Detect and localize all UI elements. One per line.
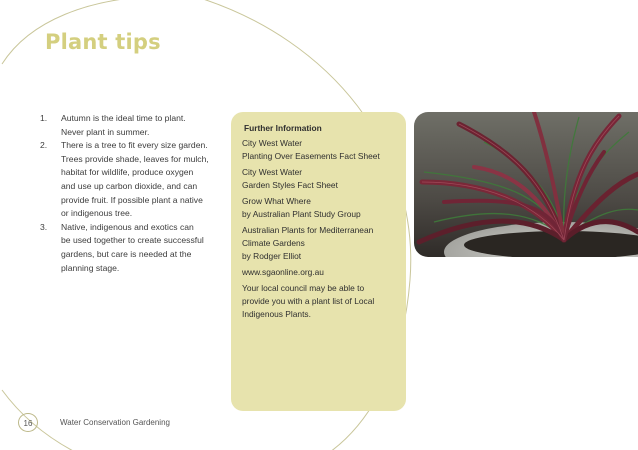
info-entry-line: Climate Gardens (242, 238, 305, 248)
info-entry-line: provide you with a plant list of Local (242, 296, 375, 306)
tip-number: 1. (40, 113, 48, 123)
tip-item (40, 112, 225, 139)
info-entry-line: Grow What Where (242, 196, 311, 206)
footer-title: Water Conservation Gardening (60, 418, 170, 427)
further-information-box (231, 112, 406, 411)
info-entry-line: City West Water (242, 167, 303, 177)
tip-line: or indigenous tree. (61, 208, 133, 219)
page-title: Plant tips (45, 30, 161, 54)
tip-line: Native, indigenous and exotics can (61, 221, 194, 232)
tip-line: planning stage. (61, 262, 120, 273)
info-entry-line: Your local council may be able to (242, 283, 365, 293)
info-entry-line: Indigenous Plants. (242, 309, 311, 319)
tip-item (40, 221, 225, 275)
info-heading: Further Information (244, 123, 322, 133)
info-entry (242, 224, 396, 263)
plant-photo (414, 112, 638, 257)
info-entry (242, 266, 396, 279)
info-entry (242, 282, 396, 321)
info-entry (242, 166, 396, 192)
info-entry (242, 137, 396, 163)
tip-number: 3. (40, 221, 48, 232)
tip-line: There is a tree to fit every size garden. (61, 140, 208, 151)
info-entry-line: www.sgaonline.org.au (242, 267, 324, 277)
info-entry-line: City West Water (242, 138, 303, 148)
tip-line: Trees provide shade, leaves for mulch, (61, 153, 209, 164)
info-entry-line: Australian Plants for Mediterranean (242, 225, 374, 235)
tip-line: Autumn is the ideal time to plant. (61, 113, 186, 123)
info-entry (242, 195, 396, 221)
info-entry-line: Garden Styles Fact Sheet (242, 180, 338, 190)
tip-line: be used together to create successful (61, 235, 204, 246)
page-number: 16 (18, 413, 38, 432)
info-entry-line: Planting Over Easements Fact Sheet (242, 151, 380, 161)
tip-line: and use up carbon dioxide, and can (61, 180, 198, 191)
flax-plant-image (414, 112, 638, 257)
info-entries (242, 137, 396, 321)
info-entry-line: by Rodger Elliot (242, 251, 302, 261)
tip-line: provide fruit. If possible plant a native (61, 194, 203, 205)
info-entry-line: by Australian Plant Study Group (242, 209, 361, 219)
tip-line: gardens, but care is needed at the (61, 248, 192, 259)
tip-line: Never plant in summer. (61, 126, 150, 137)
plant-tips-list (40, 112, 225, 275)
tip-number: 2. (40, 140, 48, 151)
tip-item (40, 139, 225, 221)
tip-line: habitat for wildlife, produce oxygen (61, 167, 194, 178)
